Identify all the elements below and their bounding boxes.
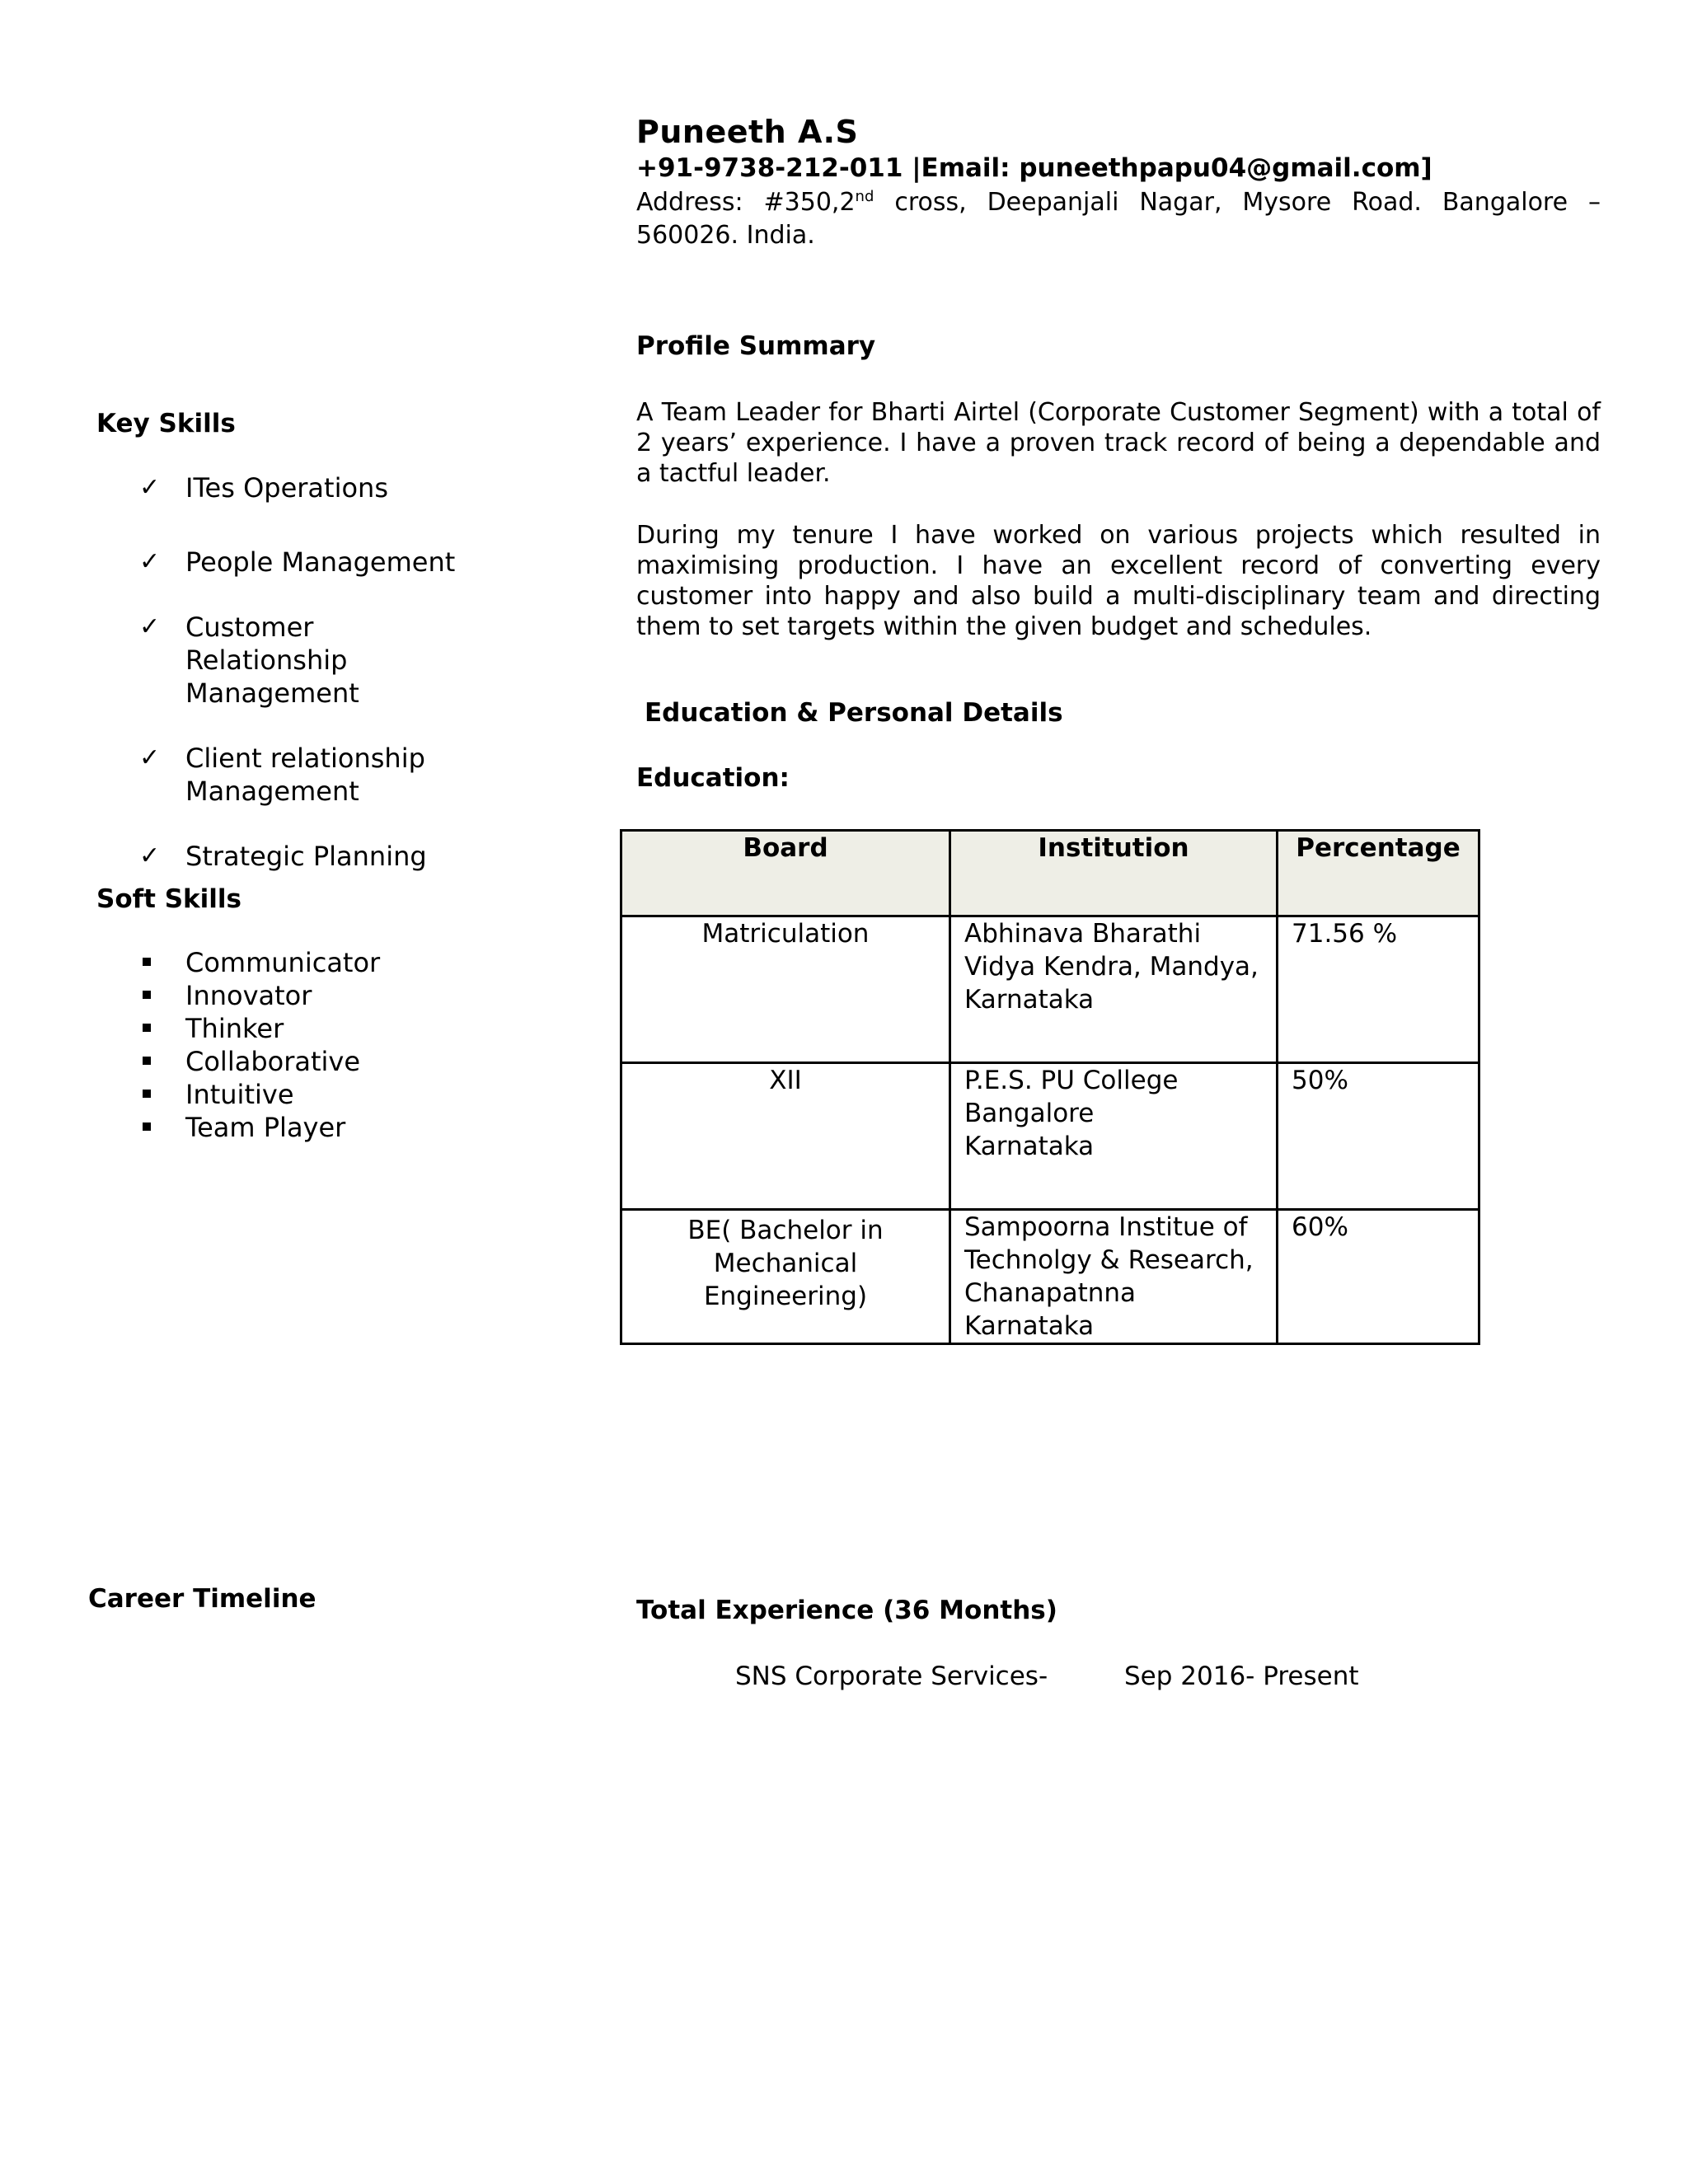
soft-skills-title: Soft Skills	[96, 884, 241, 914]
key-skills-list	[96, 471, 558, 873]
cell-institution: Sampoorna Institue of Technolgy & Research, Chanapatnna Karnataka	[950, 1210, 1278, 1344]
check-icon: ✓	[139, 841, 161, 870]
list-item: ✓ ITes Operations	[139, 472, 388, 504]
candidate-name: Puneeth A.S	[636, 114, 859, 150]
list-item: ✓ People Management	[139, 546, 456, 578]
address-prefix: Address: #350,2	[636, 188, 856, 217]
header-institution: Institution	[950, 831, 1278, 916]
soft-skills-list	[96, 946, 558, 1144]
list-item: Thinker	[96, 1012, 558, 1045]
cell-institution: P.E.S. PU College Bangalore Karnataka	[950, 1063, 1278, 1210]
education-table	[620, 829, 1480, 1345]
table-row	[621, 1063, 1479, 1210]
list-item: ✓ Client relationship Management	[139, 743, 425, 807]
company-name: SNS Corporate Services-	[735, 1661, 1048, 1691]
cell-percentage: 71.56 %	[1278, 916, 1479, 1063]
header-percentage: Percentage	[1278, 831, 1479, 916]
employment-period: Sep 2016- Present	[1124, 1661, 1359, 1691]
address-suffix: cross, Deepanjali Nagar, Mysore Road. Bangalore – 560026. India.	[636, 188, 1601, 250]
profile-summary-title: Profile Summary	[636, 331, 876, 361]
square-bullet-icon	[143, 1122, 151, 1131]
cell-percentage: 60%	[1278, 1210, 1479, 1344]
header-board: Board	[621, 831, 950, 916]
list-item: Innovator	[96, 979, 558, 1012]
education-section-title: Education & Personal Details	[645, 698, 1063, 728]
list-item: Communicator	[96, 946, 558, 979]
address-superscript: nd	[855, 188, 874, 205]
profile-paragraph-1: A Team Leader for Bharti Airtel (Corporate Customer Segment) with a total of 2 years’ experience. I have a proven track record of being a dependable and a tactful leader.	[636, 398, 1601, 488]
key-skills-title: Key Skills	[96, 409, 236, 438]
cell-board: Matriculation	[621, 916, 950, 1063]
square-bullet-icon	[143, 1024, 151, 1032]
list-item: ✓ Customer Relationship Management	[139, 612, 359, 709]
check-icon: ✓	[139, 612, 161, 641]
check-icon: ✓	[139, 743, 161, 772]
profile-paragraph-2: During my tenure I have worked on various projects which resulted in maximising production. I have an excellent record of converting every customer into happy and also build a multi-disciplinary team and directing them to set targets within the given budget and schedules.	[636, 521, 1601, 641]
address	[636, 186, 1601, 252]
list-item: Collaborative	[96, 1045, 558, 1078]
square-bullet-icon	[143, 1090, 151, 1098]
table-header-row	[621, 831, 1479, 916]
list-item: Team Player	[96, 1111, 558, 1144]
cell-board: BE( Bachelor in Mechanical Engineering)	[621, 1210, 950, 1344]
table-row	[621, 916, 1479, 1063]
table-row	[621, 1210, 1479, 1344]
square-bullet-icon	[143, 958, 151, 966]
total-experience-title: Total Experience (36 Months)	[636, 1596, 1057, 1625]
cell-institution: Abhinava Bharathi Vidya Kendra, Mandya, Karnataka	[950, 916, 1278, 1063]
cell-percentage: 50%	[1278, 1063, 1479, 1210]
list-item: ✓ Strategic Planning	[139, 841, 427, 872]
cell-board: XII	[621, 1063, 950, 1210]
square-bullet-icon	[143, 1057, 151, 1065]
check-icon: ✓	[139, 473, 161, 502]
career-timeline-title: Career Timeline	[88, 1584, 316, 1614]
education-subtitle: Education:	[636, 763, 790, 793]
square-bullet-icon	[143, 991, 151, 999]
check-icon: ✓	[139, 547, 161, 576]
list-item: Intuitive	[96, 1078, 558, 1111]
contact-line: +91-9738-212-011 |Email: puneethpapu04@gmail.com]	[636, 153, 1432, 183]
